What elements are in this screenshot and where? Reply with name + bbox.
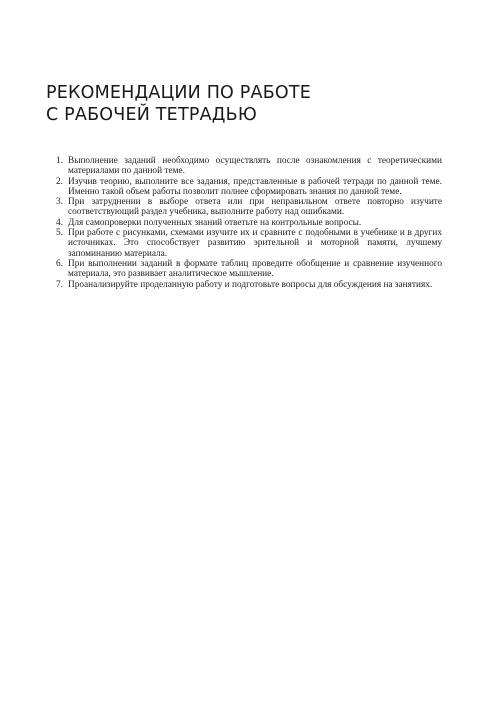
page-title-line-2: С РАБОЧЕЙ ТЕТРАДЬЮ	[46, 105, 257, 125]
list-item	[56, 280, 442, 290]
recommendations-list	[56, 156, 442, 290]
list-item	[56, 177, 442, 198]
item-number: 7.	[56, 279, 63, 290]
item-text: Проанализируйте проделанную работу и подготовьте вопросы для обсуждения на занятиях.	[68, 279, 433, 290]
item-number: 3.	[56, 197, 63, 208]
item-text: При затруднении в выборе ответа или при неправильном ответе повторно изучите соответствующий раздел учебника, выполните работу над ошибками.	[68, 197, 442, 218]
item-number: 6.	[56, 258, 63, 269]
page-title-line-1: РЕКОМЕНДАЦИИ ПО РАБОТЕ	[46, 83, 312, 103]
list-item	[56, 197, 442, 218]
page-title	[46, 82, 466, 126]
item-text: Выполнение заданий необходимо осуществлять после ознакомления с теоретическими материалами по данной теме.	[68, 156, 442, 177]
item-text: При работе с рисунками, схемами изучите их и сравните с подобными в учебнике и в других источниках. Это способствует развитию эрительной и моторной памяти, лучшему запоминанию материала.	[68, 228, 442, 259]
item-text: При выполнении заданий в формате таблиц проведите обобщение и сравнение изученного материала, это развивает аналитическое мышление.	[68, 258, 442, 280]
item-number: 1.	[56, 156, 63, 166]
list-item	[56, 218, 442, 228]
item-text: Для самопроверки полученных знаний ответьте на контрольные вопросы.	[68, 217, 362, 228]
list-item	[56, 156, 442, 177]
item-number: 4.	[56, 217, 63, 228]
item-text: Изучив теорию, выполните все задания, представленные в рабочей тетради по данной теме. Именно такой объем работы позволит полнее сформировать знания по данной теме.	[68, 176, 442, 197]
item-number: 5.	[56, 228, 63, 239]
list-item	[56, 259, 442, 280]
list-item	[56, 228, 442, 259]
item-number: 2.	[56, 176, 63, 187]
